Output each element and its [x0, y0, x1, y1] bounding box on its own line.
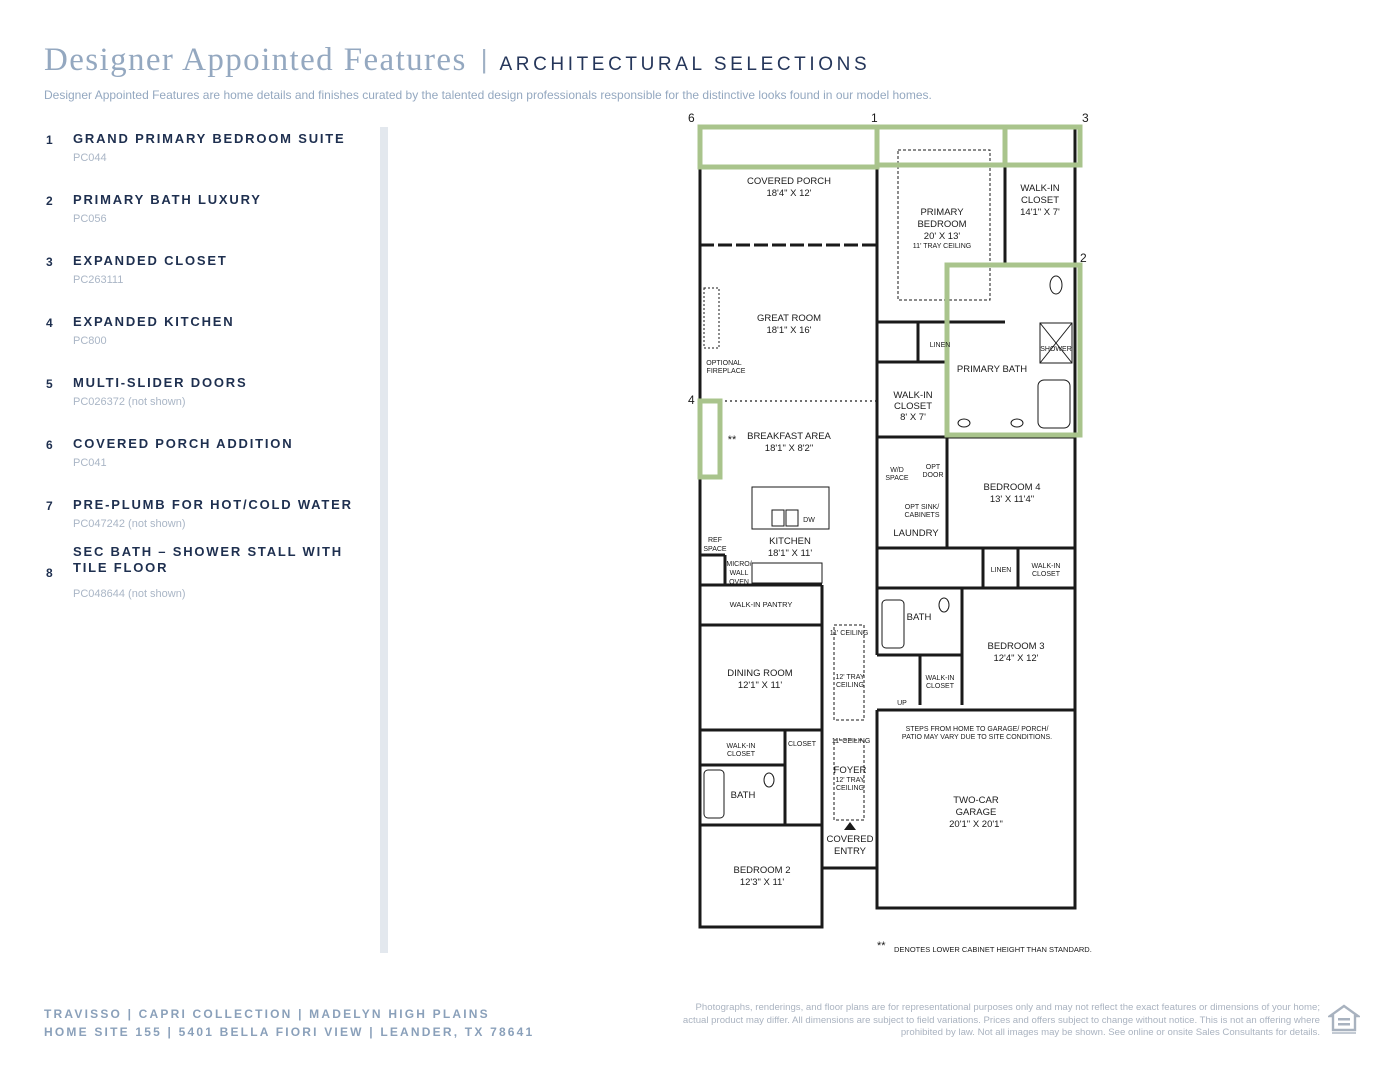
page-header [44, 42, 870, 79]
ceiling-note: 12' TRAY [835, 674, 865, 681]
entry-arrow-icon [844, 822, 856, 830]
room-name: CLOSET [1031, 571, 1061, 578]
room-dim: 18'4" X 12' [766, 188, 812, 199]
room-name: WALK-IN [893, 390, 933, 401]
room-note: 11' TRAY CEILING [912, 243, 972, 250]
feature-item [44, 131, 364, 192]
room-name: WALK-IN [925, 675, 955, 682]
room-dim: 12'1" X 11' [737, 680, 783, 691]
room-name: PRIMARY [920, 207, 964, 218]
room-name: LAUNDRY [893, 528, 939, 539]
room-dim: 12'4" X 12' [993, 653, 1039, 664]
feature-item [44, 314, 364, 375]
room-name: WALK-IN PANTRY [729, 600, 793, 609]
room-name: BEDROOM [917, 219, 967, 230]
fixture-note: FIREPLACE [706, 368, 746, 375]
room-name: PRIMARY BATH [956, 364, 1028, 375]
site-note: STEPS FROM HOME TO GARAGE/ PORCH/ [905, 726, 1049, 733]
room-name: SPACE [885, 475, 909, 482]
room-dim: 18'1" X 11' [767, 548, 813, 559]
fixture-note: OPTIONAL [706, 360, 742, 367]
room-name: GARAGE [955, 807, 997, 818]
room-name: BREAKFAST AREA [747, 431, 831, 442]
feature-name: EXPANDED KITCHEN [73, 314, 235, 329]
room-name: CLOSET [893, 401, 933, 412]
room-name: FOYER [833, 765, 867, 776]
feature-number: 7 [46, 499, 53, 513]
feature-name: PRE-PLUMB FOR HOT/COLD WATER [73, 497, 353, 512]
room-dim: 18'1" X 8'2" [764, 443, 814, 454]
ceiling-note: 11' CEILING [829, 630, 869, 637]
room-name: SHOWER [1040, 346, 1072, 353]
room-name: WALK-IN [1031, 563, 1061, 570]
feature-number: 4 [46, 316, 53, 330]
community-info [44, 1005, 534, 1041]
fixture-note: CABINETS [904, 512, 940, 519]
feature-code: PC048644 (not shown) [73, 588, 186, 600]
floor-plan-walls [700, 127, 1075, 927]
page-subtitle: ARCHITECTURAL SELECTIONS [499, 54, 871, 75]
feature-number: 5 [46, 377, 53, 391]
title-separator: | [480, 44, 488, 74]
room-name: WALK-IN [1020, 183, 1060, 194]
room-dim: 14'1" X 7' [1020, 207, 1060, 218]
feature-name: PRIMARY BATH LUXURY [73, 192, 262, 207]
feature-item [44, 253, 364, 314]
footnote-mark: ** [877, 940, 886, 952]
room-dim: 18'1" X 16' [766, 325, 812, 336]
ceiling-note: 12' TRAY [835, 777, 865, 784]
community-line-2: HOME SITE 155 | 5401 BELLA FIORI VIEW | LEANDER, TX 78641 [44, 1025, 535, 1039]
feature-number: 8 [46, 566, 53, 580]
feature-code: PC263111 [73, 274, 124, 286]
feature-item [44, 497, 364, 544]
room-dim: 20' X 13' [923, 231, 961, 242]
column-divider [380, 127, 388, 953]
room-name: DINING ROOM [727, 668, 793, 679]
room-labels [703, 176, 1071, 888]
room-name: CLOSET [1020, 195, 1060, 206]
feature-number: 6 [46, 438, 53, 452]
marker-6: 6 [688, 111, 695, 125]
fixture-label: SPACE [703, 546, 727, 553]
legal-disclaimer: Photographs, renderings, and floor plans are for representational purposes only and may not reflect the exact features or dimensions of your home; actual product may differ. All dimensions are subject to field variations. Prices and offers subject to change without notice. This is not an offering where prohibited by law. Not all images may be shown. See online or onsite Sales Consultants for details. [682, 1002, 1320, 1038]
page-description: Designer Appointed Features are home details and finishes curated by the talented design professionals responsible for the distinctive looks found in our model homes. [44, 88, 932, 102]
marker-2: 2 [1080, 251, 1087, 265]
room-name: ENTRY [833, 846, 867, 857]
feature-code: PC044 [73, 152, 107, 164]
room-name: CLOSET [726, 751, 756, 758]
page-title: Designer Appointed Features [44, 42, 467, 78]
fixture-label: WALL [729, 570, 749, 577]
ceiling-note: CEILING [835, 785, 865, 792]
floor-plan [680, 105, 1110, 965]
feature-code: PC056 [73, 213, 107, 225]
room-dim: 13' X 11'4" [989, 494, 1035, 505]
feature-list [44, 131, 364, 605]
room-name: W/D [890, 467, 904, 474]
fixture-note: OPT SINK/ [904, 504, 940, 511]
room-name: BEDROOM 4 [983, 482, 1041, 493]
feature-name: SEC BATH – SHOWER STALL WITH TILE FLOOR [73, 544, 343, 575]
room-name: TWO-CAR [953, 795, 999, 806]
ceiling-note: CEILING [835, 682, 865, 689]
room-name: BATH [906, 612, 932, 623]
ceiling-note: 11' CEILING [831, 738, 871, 745]
room-name: CLOSET [925, 683, 955, 690]
fixture-note: DOOR [922, 472, 944, 479]
feature-item [44, 544, 364, 605]
feature-name: COVERED PORCH ADDITION [73, 436, 294, 451]
marker-1: 1 [871, 111, 878, 125]
feature-name: EXPANDED CLOSET [73, 253, 228, 268]
room-dim: 12'3" X 11' [739, 877, 785, 888]
fixture-label: REF [708, 537, 722, 544]
feature-number: 2 [46, 194, 53, 208]
fixture-label: MICRO/ [726, 561, 752, 568]
room-name: BEDROOM 2 [733, 865, 791, 876]
feature-item [44, 192, 364, 253]
room-dim: 8' X 7' [900, 412, 926, 423]
room-name: COVERED [826, 834, 874, 845]
feature-code: PC041 [73, 457, 107, 469]
room-name: LINEN [929, 342, 951, 349]
feature-item [44, 436, 364, 497]
feature-name: MULTI-SLIDER DOORS [73, 375, 248, 390]
marker-4: 4 [688, 393, 695, 407]
footnote-mark: ** [727, 434, 737, 446]
fixture-label: OVEN [729, 579, 749, 586]
room-name: COVERED PORCH [747, 176, 831, 187]
feature-code: PC026372 (not shown) [73, 396, 186, 408]
stair-label: UP [897, 700, 907, 707]
feature-code: PC800 [73, 335, 107, 347]
room-name: BEDROOM 3 [987, 641, 1045, 652]
fixture-note: OPT [925, 464, 941, 471]
room-name: LINEN [990, 567, 1012, 574]
room-dim: 20'1" X 20'1" [949, 819, 1003, 830]
community-line-1: TRAVISSO | CAPRI COLLECTION | MADELYN HIGH PLAINS [44, 1007, 490, 1021]
room-name: KITCHEN [769, 536, 811, 547]
room-name: WALK-IN [726, 743, 756, 750]
room-name: BATH [730, 790, 756, 801]
feature-number: 1 [46, 133, 53, 147]
equal-housing-opportunity-icon [1328, 1004, 1360, 1036]
room-name: GREAT ROOM [756, 313, 822, 324]
plan-footnote: DENOTES LOWER CABINET HEIGHT THAN STANDARD. [894, 945, 1092, 954]
marker-3: 3 [1082, 111, 1089, 125]
feature-code: PC047242 (not shown) [73, 518, 186, 530]
feature-name: GRAND PRIMARY BEDROOM SUITE [73, 131, 346, 146]
feature-number: 3 [46, 255, 53, 269]
site-note: PATIO MAY VARY DUE TO SITE CONDITIONS. [901, 734, 1053, 741]
feature-item [44, 375, 364, 436]
fixture-label: DW [803, 517, 815, 524]
room-name: CLOSET [787, 741, 817, 748]
